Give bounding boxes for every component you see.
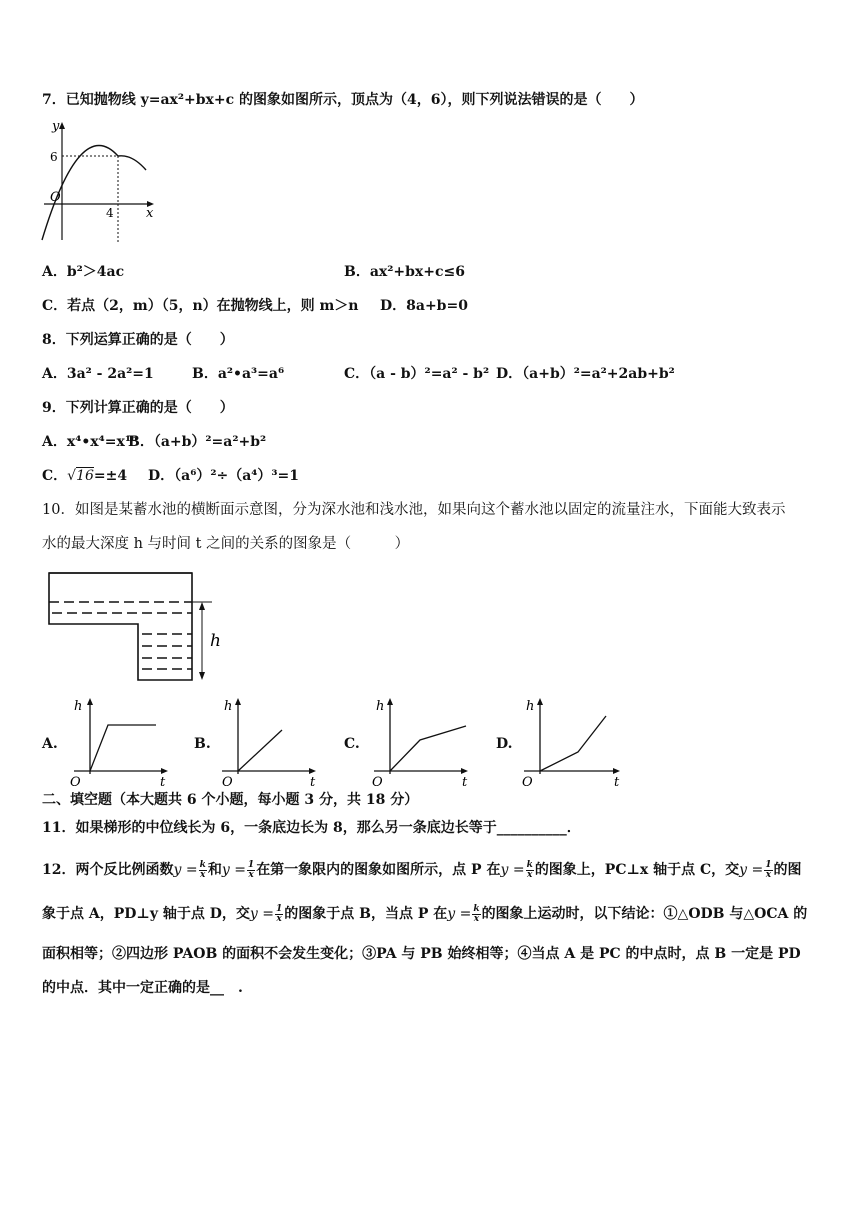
svg-text:O: O: [372, 775, 383, 790]
svg-text:h: h: [376, 699, 385, 714]
q12-line2: 象于点 A，PD⊥y 轴于点 D，交y = $\frac{1}{x}$ 的图象于点 B，当点 P 在y = $\frac{k}{x}$ 的图象上运动时，以下结论：①△ODB 与△OCA 的: [42, 903, 808, 924]
q8-option-c[interactable]: C．（a - b）²=a² - b²: [344, 366, 490, 382]
q9-option-c-radicand: 16: [76, 468, 94, 484]
q10-option-d-label[interactable]: D.: [496, 736, 513, 752]
q7-six-label: 6: [50, 150, 58, 164]
svg-text:O: O: [70, 775, 81, 790]
q7-origin-label: O: [50, 190, 61, 205]
q7-stem: 7．已知抛物线 y=ax²+bx+c 的图象如图所示，顶点为（4，6），则下列说法错误的是（ ）: [42, 92, 644, 108]
q10-stem-line2: 水的最大深度 h 与时间 t 之间的关系的图象是（ ）: [42, 536, 410, 552]
q8-stem: 8．下列运算正确的是（ ）: [42, 332, 234, 348]
q9-option-c[interactable]: [42, 466, 127, 486]
q7-four-label: 4: [106, 206, 114, 220]
q10-tank-diagram: [46, 570, 226, 686]
svg-text:t: t: [160, 775, 166, 790]
q7-option-d[interactable]: D．8a+b=0: [380, 298, 468, 314]
q8-option-d[interactable]: D．（a+b）²=a²+2ab+b²: [496, 366, 675, 382]
q10-option-a-graph[interactable]: [66, 694, 176, 790]
svg-text:t: t: [462, 775, 468, 790]
section-heading: 二、填空题（本大题共 6 个小题，每小题 3 分，共 18 分）: [42, 792, 419, 808]
q10-option-a-label[interactable]: A.: [42, 736, 58, 752]
svg-text:h: h: [224, 699, 233, 714]
svg-text:O: O: [222, 775, 233, 790]
q7-x-label: x: [146, 206, 154, 221]
q7-option-c[interactable]: C．若点（2，m）（5，n）在抛物线上，则 m＞n: [42, 298, 359, 314]
q9-option-a[interactable]: A．x⁴•x⁴=x¹⁶: [42, 434, 138, 450]
q10-option-d-graph[interactable]: [516, 694, 628, 790]
svg-text:h: h: [526, 699, 535, 714]
sqrt-symbol: √: [67, 468, 77, 484]
q8-option-a[interactable]: A．3a² - 2a²=1: [42, 366, 154, 382]
q10-option-b-label[interactable]: B.: [194, 736, 211, 752]
q9-option-c-prefix: C．: [42, 468, 68, 484]
svg-text:t: t: [614, 775, 620, 790]
svg-text:t: t: [310, 775, 316, 790]
q12-line3: 面积相等；②四边形 PAOB 的面积不会发生变化；③PA 与 PB 始终相等；④当点 A 是 PC 的中点时，点 B 一定是 PD: [42, 946, 801, 962]
fraction-k-over-x: $\frac{k}{x}$: [199, 859, 206, 880]
q11-stem: 11．如果梯形的中位线长为 6，一条底边长为 8，那么另一条底边长等于__________．: [42, 820, 581, 836]
q10-option-b-graph[interactable]: [214, 694, 324, 790]
q7-option-a[interactable]: A．b²＞4ac: [42, 264, 125, 280]
q10-tank-h-label: h: [210, 631, 221, 651]
q9-option-b[interactable]: B．（a+b）²=a²+b²: [128, 434, 267, 450]
svg-text:h: h: [74, 699, 83, 714]
svg-text:O: O: [522, 775, 533, 790]
q9-stem: 9．下列计算正确的是（ ）: [42, 400, 234, 416]
q12-line1: 12．两个反比例函数y = $\frac{k}{x}$ 和y = $\frac{1}{x}$ 在第一象限内的图象如图所示，点 P 在y = $\frac{k}{x}$ 的图象上，PC⊥x 轴于点 C，交y = $\frac{1}{x}$ 的图: [42, 859, 802, 880]
q10-option-c-graph[interactable]: [366, 694, 476, 790]
q7-option-b[interactable]: B．ax²+bx+c≤6: [344, 264, 465, 280]
q7-parabola-graph: [36, 118, 166, 246]
q7-y-label: y: [52, 119, 60, 134]
q12-line4: 的中点．其中一定正确的是__ .: [42, 980, 243, 996]
q9-option-c-suffix: =±4: [93, 468, 128, 484]
q10-stem-line1: 10．如图是某蓄水池的横断面示意图，分为深水池和浅水池，如果向这个蓄水池以固定的流量注水，下面能大致表示: [42, 502, 786, 518]
q9-option-d[interactable]: D．（a⁶）²÷（a⁴）³=1: [148, 468, 300, 484]
q8-option-b[interactable]: B．a²•a³=a⁶: [192, 366, 285, 382]
fraction-1-over-x: $\frac{1}{x}$: [247, 859, 255, 880]
q10-option-c-label[interactable]: C.: [344, 736, 360, 752]
